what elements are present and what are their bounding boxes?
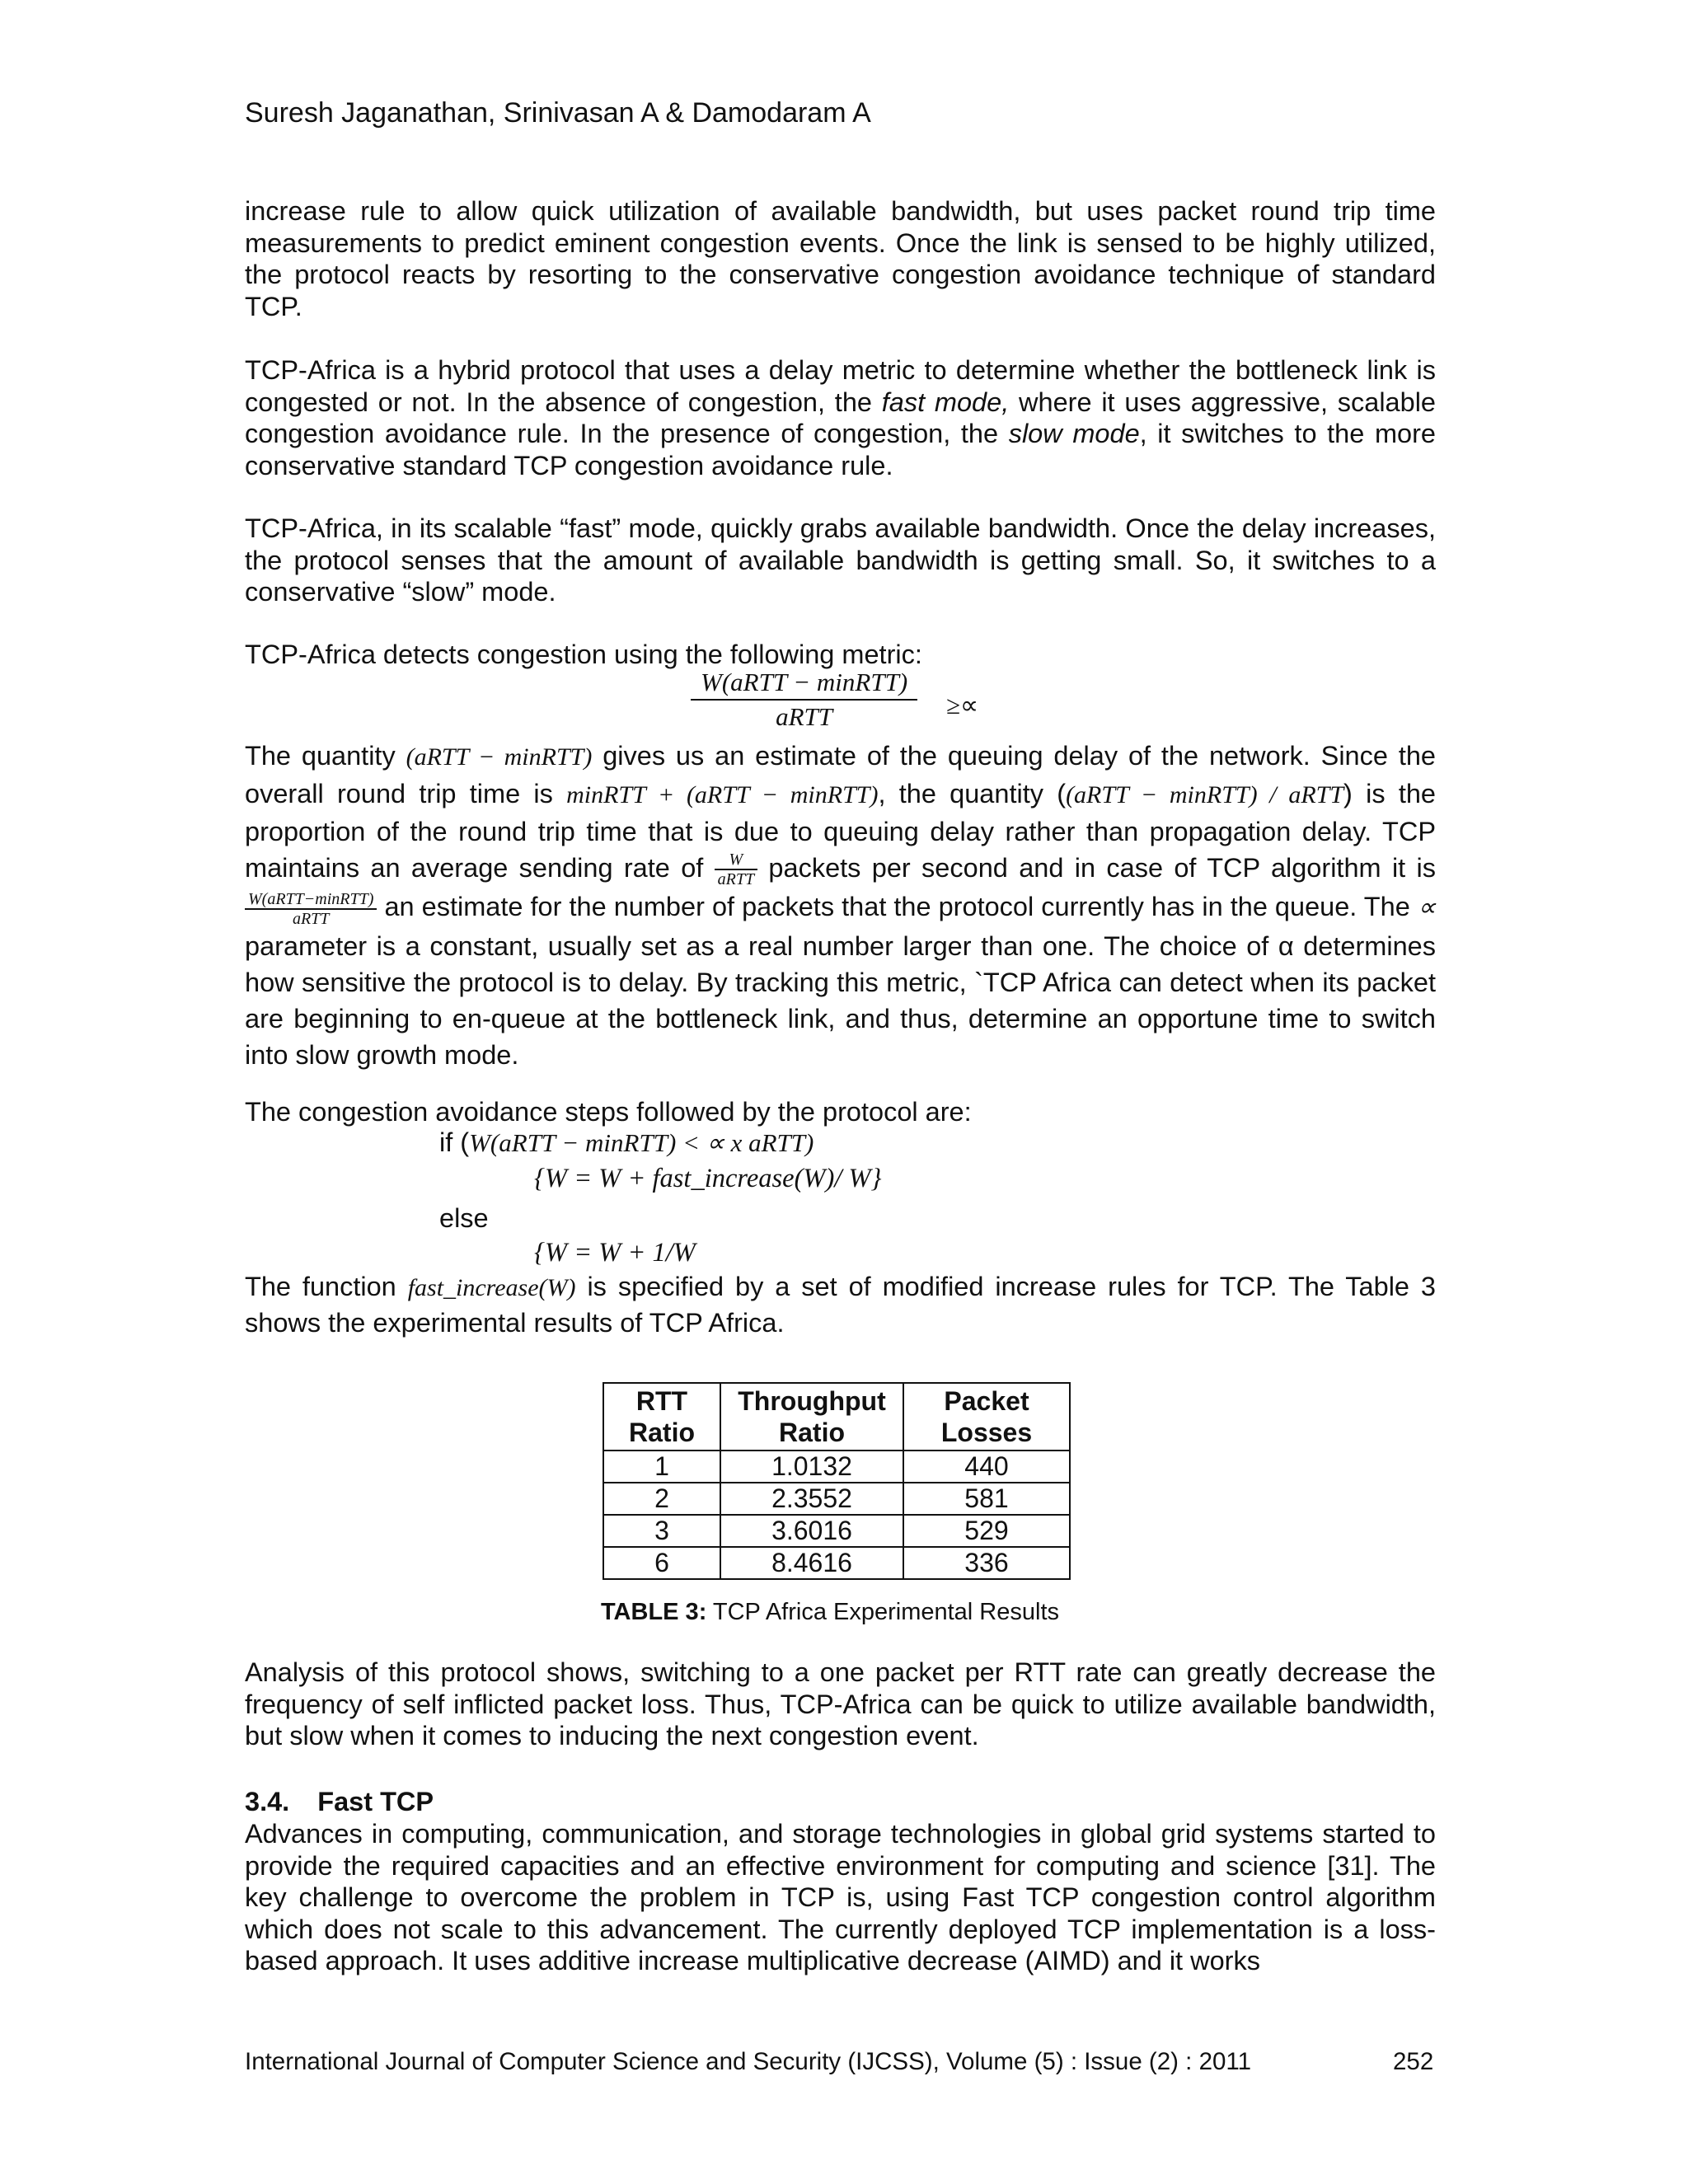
paragraph-8 bbox=[245, 1657, 1436, 1752]
table-row bbox=[603, 1547, 1070, 1579]
caption-label: TABLE 3: bbox=[601, 1599, 707, 1625]
table-row bbox=[603, 1483, 1070, 1515]
p5-text-5: packets per second and in case of TCP algorithm it is bbox=[757, 853, 1436, 883]
algo-if-label: if ( bbox=[439, 1127, 470, 1157]
header-rtt-ratio: RTT Ratio bbox=[603, 1383, 720, 1451]
paragraph-1-text: increase rule to allow quick utilization of available bandwidth, but uses packet round trip time measurements to predict eminent congestion events. Once the link is sensed to be highly utilized, the protocol reacts by resorting to the conservative congestion avoidance technique of standard TCP. bbox=[245, 196, 1436, 321]
p5-math-total-rtt: minRTT + (aRTT − minRTT) bbox=[566, 781, 879, 808]
cell-losses: 336 bbox=[903, 1547, 1070, 1579]
algo-if-condition: W(aRTT − minRTT) < ∝ x aRTT) bbox=[469, 1128, 814, 1157]
cell-throughput: 2.3552 bbox=[720, 1483, 903, 1515]
section-heading bbox=[245, 1787, 434, 1817]
cell-rtt: 1 bbox=[603, 1451, 720, 1483]
p5-text-7: parameter is a constant, usually set as a real number larger than one. The choice of α determines how sensitive the protocol is to delay. By tracking this metric, `TCP Africa can detect when its packet are beginning to en-queue at the bottleneck link, and thus, determine an opportune time to switch into slow growth mode. bbox=[245, 930, 1436, 1070]
metric-rhs: ≥∝ bbox=[946, 691, 979, 719]
paragraph-7 bbox=[245, 1269, 1436, 1340]
table-row bbox=[603, 1515, 1070, 1547]
p2-text-c: where it uses aggressive, scalable congestion avoidance rule. In the presence of congestion, the bbox=[245, 387, 1436, 448]
p7-math-fast-increase: fast_increase(W) bbox=[407, 1274, 576, 1301]
paragraph-3-text: TCP-Africa, in its scalable “fast” mode, quickly grabs available bandwidth. Once the delay increases, the protocol senses that the amount of available bandwidth is getting small. So, it switches to a conservative “slow” mode. bbox=[245, 513, 1436, 607]
p2-text-a: TCP-Africa is a hybrid protocol that uses a delay metric to determine whether the bottleneck link is congested or not. In the absence of congestion, the bbox=[245, 355, 1436, 417]
section-title: Fast TCP bbox=[317, 1787, 434, 1816]
cell-losses: 581 bbox=[903, 1483, 1070, 1515]
algo-else-statement: {W = W + 1/W bbox=[534, 1238, 696, 1268]
p2-fast-mode: fast mode, bbox=[881, 387, 1010, 417]
page-number: 252 bbox=[1393, 2048, 1434, 2075]
p5-text-6: an estimate for the number of packets that the protocol currently has in the queue. The bbox=[377, 892, 1418, 922]
frac-den: aRTT bbox=[292, 909, 330, 928]
p5-math-queuing-delay: (aRTT − minRTT) bbox=[406, 743, 593, 771]
paragraph-9-text: Advances in computing, communication, and storage technologies in global grid systems started to provide the required capacities and an effective environment for computing and science [31]. The key challenge to overcome the problem in TCP is, using Fast TCP congestion control algorithm which does not scale to this advancement. The currently deployed TCP implementation is a loss-based approach. It uses additive increase multiplicative decrease (AIMD) and it works bbox=[245, 1819, 1436, 1975]
p5-frac-queue-estimate bbox=[245, 890, 377, 928]
table-header-row bbox=[603, 1383, 1070, 1451]
paragraph-3 bbox=[245, 513, 1436, 608]
p5-alpha-symbol: ∝ bbox=[1417, 893, 1436, 922]
table-caption bbox=[601, 1599, 1059, 1626]
p5-math-proportion: (aRTT − minRTT) / aRTT bbox=[1066, 781, 1344, 808]
paragraph-9 bbox=[245, 1818, 1436, 1977]
cell-rtt: 2 bbox=[603, 1483, 720, 1515]
p7-text-1: The function bbox=[245, 1272, 408, 1301]
running-header: Suresh Jaganathan, Srinivasan A & Damodaram A bbox=[245, 97, 871, 129]
cell-throughput: 3.6016 bbox=[720, 1515, 903, 1547]
paragraph-2 bbox=[245, 354, 1436, 481]
algo-if-line bbox=[439, 1127, 814, 1158]
journal-footer: International Journal of Computer Science and Security (IJCSS), Volume (5) : Issue (2) : 2011 bbox=[245, 2048, 1252, 2075]
paragraph-5 bbox=[245, 738, 1436, 1073]
cell-rtt: 3 bbox=[603, 1515, 720, 1547]
paragraph-4-text: TCP-Africa detects congestion using the following metric: bbox=[245, 640, 922, 669]
cell-throughput: 1.0132 bbox=[720, 1451, 903, 1483]
p5-text-3: , the quantity ( bbox=[878, 779, 1067, 808]
cell-losses: 529 bbox=[903, 1515, 1070, 1547]
metric-numerator: W(aRTT − minRTT) bbox=[691, 666, 917, 701]
results-table bbox=[603, 1382, 1071, 1580]
algo-else-label: else bbox=[439, 1203, 489, 1233]
p5-frac-sending-rate bbox=[715, 851, 757, 888]
cell-losses: 440 bbox=[903, 1451, 1070, 1483]
congestion-metric-equation bbox=[691, 666, 917, 733]
cell-throughput: 8.4616 bbox=[720, 1547, 903, 1579]
p7-text-2: is specified by a set of modified increase rules for TCP. The Table 3 shows the experimental results of TCP Africa. bbox=[245, 1272, 1437, 1338]
cell-rtt: 6 bbox=[603, 1547, 720, 1579]
frac-num: W bbox=[715, 851, 757, 870]
p2-text-e: , it switches to the more conservative standard TCP congestion avoidance rule. bbox=[245, 419, 1436, 480]
table-row bbox=[603, 1451, 1070, 1483]
p5-text-2: gives us an estimate of the queuing delay of the network. Since the overall round trip time is bbox=[245, 741, 1437, 808]
p2-slow-mode: slow mode bbox=[1008, 419, 1140, 448]
metric-denominator: aRTT bbox=[776, 702, 833, 731]
paragraph-6-text: The congestion avoidance steps followed by the protocol are: bbox=[245, 1097, 972, 1127]
algo-then-statement: {W = W + fast_increase(W)/ W} bbox=[534, 1164, 882, 1193]
p5-text-1: The quantity bbox=[245, 741, 406, 771]
frac-den: aRTT bbox=[717, 870, 755, 889]
paragraph-1 bbox=[245, 195, 1436, 322]
p5-text-4: ) is the proportion of the round trip time that is due to queuing delay rather than propagation delay. TCP maintains an average sending rate of bbox=[245, 779, 1436, 883]
header-throughput-ratio: Throughput Ratio bbox=[720, 1383, 903, 1451]
caption-text: TCP Africa Experimental Results bbox=[706, 1599, 1060, 1625]
paragraph-6 bbox=[245, 1096, 1436, 1128]
paragraph-8-text: Analysis of this protocol shows, switching to a one packet per RTT rate can greatly decrease the frequency of self inflicted packet loss. Thus, TCP-Africa can be quick to utilize available bandwidth, but slow when it comes to inducing the next congestion event. bbox=[245, 1657, 1436, 1750]
frac-num: W(aRTT−minRTT) bbox=[245, 890, 377, 910]
header-packet-losses: Packet Losses bbox=[903, 1383, 1070, 1451]
section-number: 3.4. bbox=[245, 1787, 290, 1816]
